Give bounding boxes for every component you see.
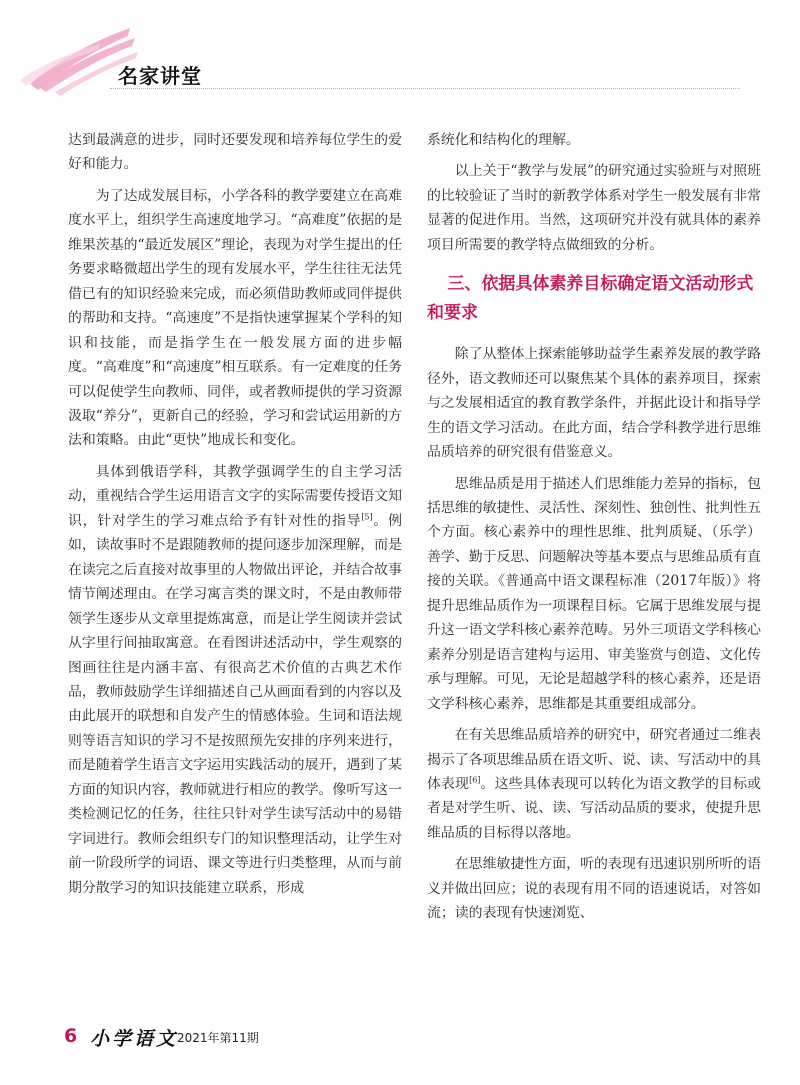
page-footer xyxy=(0,1020,800,1060)
issue-label: 2021年第11期 xyxy=(177,1031,259,1045)
paragraph-5: 以上关于“教学与发展”的研究通过实验班与对照班的比较验证了当时的新教学体系对学生一般发展有非常显著的促进作用。当然，这项研究并没有就具体的素养项目所需要的教学特点做细致的分析。 xyxy=(427,163,761,253)
paragraph-7: 思维品质是用于描述人们思维能力差异的指标，包括思维的敏捷性、灵活性、深刻性、独创性、批判性五个方面。核心素养中的理性思维、批判质疑、（乐学）善学、勤于反思、问题解决等基本要点与思维品质有直接的关联。《普通高中语文课程标准（2017年版）》将提升思维品质作为一项课程目标。它属于思维发展与提升这一语文学科核心素养范畴。另外三项语文学科核心素养分别是语言建构与运用、审美鉴赏与创造、文化传承与理解。可见，无论是超越学科的核心素养，还是语文学科核心素养，思维都是其重要组成部分。 xyxy=(427,475,761,712)
paragraph-4: 系统化和结构化的理解。 xyxy=(427,132,580,148)
right-column xyxy=(427,128,761,926)
header-divider xyxy=(110,88,740,90)
left-column xyxy=(68,128,402,900)
paragraph-3-text-b: 。例如，读故事时不是跟随教师的提问逐步加深理解，而是在读完之后直接对故事里的人物做出评论，并结合故事情节阐述理由。在学习寓言类的课文时，不是由教师带领学生逐步从文章里提炼寓意，而是让学生阅读并尝试从字里行间抽取寓意。在看图讲述活动中，学生观察的图画往往是内涵丰富、有很高艺术价值的古典艺术作品，教师鼓励学生详细描述自己从画面看到的内容以及由此展开的联想和自发产生的情感体验。生词和语法规则等语言知识的学习不是按照预先安排的序列来进行，而是随着学生语言文字运用实践活动的展开，遇到了某方面的知识内容，教师就进行相应的教学。像听写这一类检测记忆的任务，往往只针对学生读写活动中的易错字词进行。教师会组织专门的知识整理活动，让学生对前一阶段所学的词语、课文等进行归类整理，从而与前期分散学习的知识技能建立联系，形成 xyxy=(68,512,402,896)
page-header xyxy=(0,0,800,110)
paragraph-8 xyxy=(427,723,761,845)
magazine-name: 小学语文 xyxy=(90,1028,179,1050)
section-heading: 三、依据具体素养目标确定语文活动形式和要求 xyxy=(427,274,754,324)
paragraph-9: 在思维敏捷性方面，听的表现有迅速识别所听的语义并做出回应；说的表现有用不同的语速说话，对答如流；读的表现有快速浏览、 xyxy=(427,856,761,922)
paragraph-3-text-a: 具体到俄语学科，其教学强调学生的自主学习活动，重视结合学生运用语言文字的实际需要传授语文知识，针对学生的学习难点给予有针对性的指导 xyxy=(68,463,402,529)
reference-6: [6] xyxy=(469,775,481,785)
section-title: 名家讲堂 xyxy=(118,64,202,88)
paragraph-8-text-a: 在有关思维品质培养的研究中，研究者通过二维表揭示了各项思维品质在语文听、说、读、写活动中的具体表现 xyxy=(427,727,761,792)
paragraph-2: 为了达成发展目标，小学各科的教学要建立在高难度水平上，组织学生高速度地学习。“高难度”依据的是维果茨基的“最近发展区”理论，表现为对学生提出的任务要求略微超出学生的现有发展水平，学生往往无法凭借已有的知识经验来完成，而必须借助教师或同伴提供的帮助和支持。“高速度”不是指快速掌握某个学科的知识和技能，而是指学生在一般发展方面的进步幅度。“高难度”和“高速度”相互联系。有一定难度的任务可以促使学生向教师、同伴，或者教师提供的学习资源汲取“养分”，更新自己的经验，学习和尝试运用新的方法和策略。由此“更快”地成长和变化。 xyxy=(68,187,403,449)
paragraph-8-text-b: 。这些具体表现可以转化为语文教学的目标或者是对学生听、说、读、写活动品质的要求，使提升思维品质的目标得以落地。 xyxy=(427,775,761,841)
page-number: 6 xyxy=(64,1025,78,1047)
paragraph-1: 达到最满意的进步，同时还要发现和培养每位学生的爱好和能力。 xyxy=(68,132,402,173)
paragraph-3 xyxy=(68,460,402,900)
paragraph-6: 除了从整体上探索能够助益学生素养发展的教学路径外，语文教师还可以聚焦某个具体的素养项目，探索与之发展相适宜的教育教学条件，并据此设计和指导学生的语文学习活动。在此方面，结合学科教学进行思维品质培养的研究很有借鉴意义。 xyxy=(427,346,761,461)
reference-5: [5] xyxy=(361,512,373,522)
